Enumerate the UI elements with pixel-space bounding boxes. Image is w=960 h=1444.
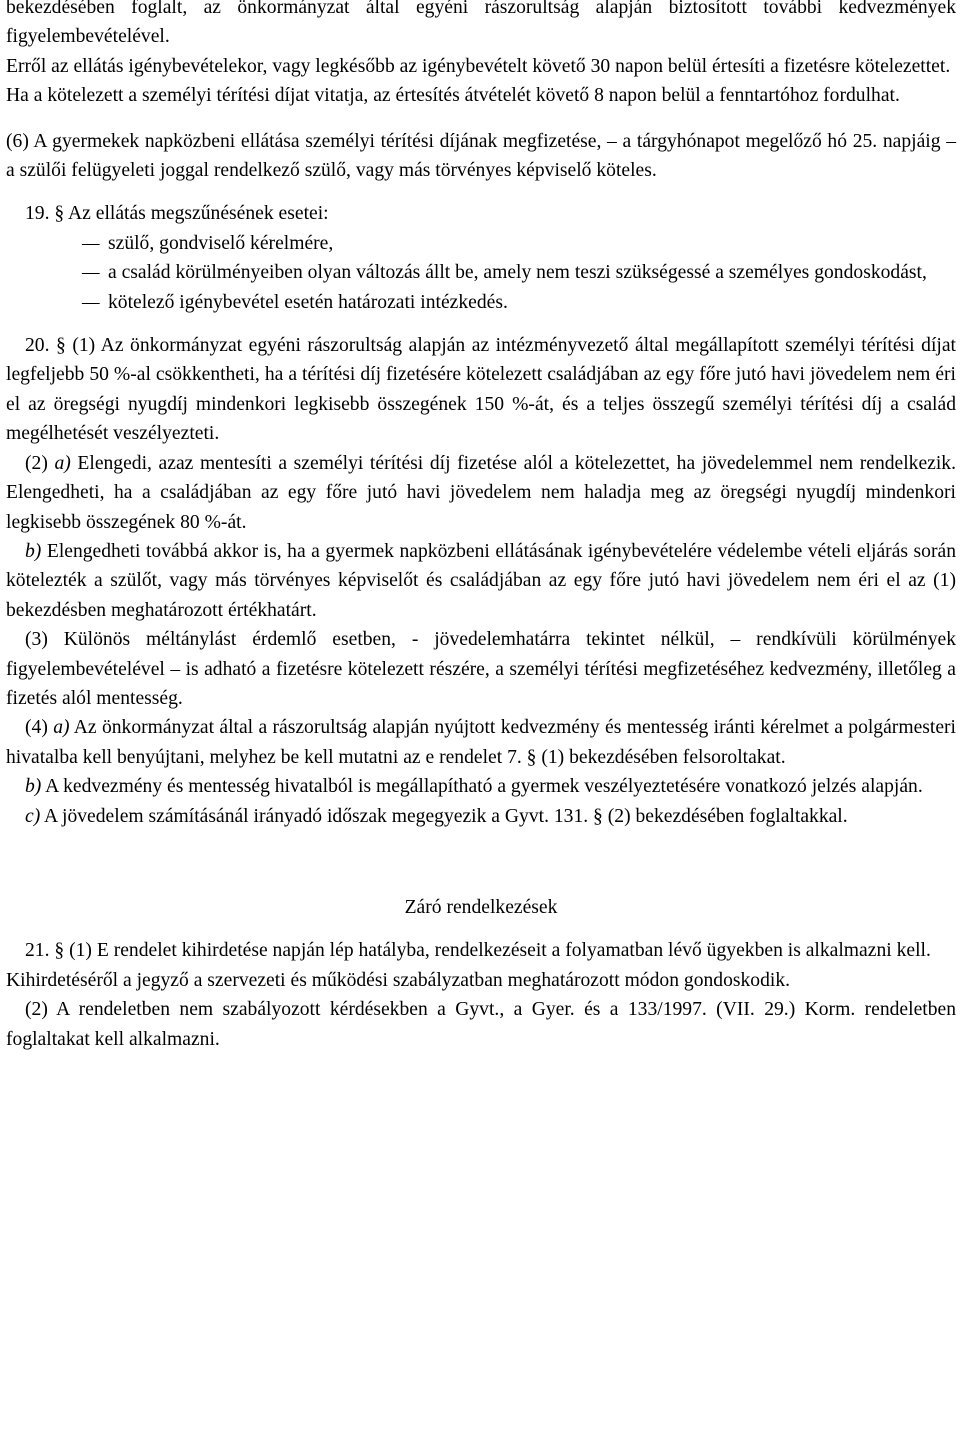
- paragraph-text: Az önkormányzat által a rászorultság alapján nyújtott kedvezmény és mentesség iránti kérelmet a polgármesteri hivatalba kell benyújtani, melyhez be kell mutatni az e rendelet 7. § (1) bekezdésében felsoroltakat.: [6, 717, 956, 768]
- section-20-4c: [6, 802, 956, 831]
- section-18-6: (6) A gyermekek napközbeni ellátása személyi térítési díjának megfizetése, – a tárgyhónapot megelőző hó 25. napjáig – a szülői felügyeleti joggal rendelkező szülő, vagy más törvényes képviselő köteles.: [6, 130, 956, 182]
- point-marker: b): [25, 776, 42, 798]
- point-marker: c): [25, 805, 41, 827]
- section-20-2b: [6, 537, 956, 625]
- point-marker: b): [25, 540, 42, 562]
- section-21-2: (2) A rendeletben nem szabályozott kérdésekben a Gyvt., a Gyer. és a 133/1997. (VII. 29.) Korm. rendeletben foglaltakat kell alkalmazni.: [6, 999, 956, 1050]
- notification-paragraph: Erről az ellátás igénybevételekor, vagy legkésőbb az igénybevételt követő 30 napon belül értesíti a fizetésre kötelezettet.: [6, 55, 951, 77]
- paragraph-text: Elengedi, azaz mentesíti a személyi térítési díj fizetése alól a kötelezettet, ha jövedelemmel nem rendelkezik. Elengedheti, ha a családjában az egy főre jutó havi jövedelem nem haladja meg az öregségi nyugdíj mindenkori legkisebb összegének 80 %-át.: [6, 452, 957, 533]
- section-19-list: [6, 229, 956, 317]
- paragraph-text: Elengedheti továbbá akkor is, ha a gyermek napközbeni ellátásának igénybevételére védelembe vételi eljárás során kötelezték a szülőt, vagy más törvényes képviselőt és családjában az egy főre jutó havi jövedelem nem éri el az (1) bekezdésben meghatározott értékhatárt.: [6, 540, 956, 621]
- paragraph-number: (4): [25, 717, 54, 739]
- closing-provisions-heading: Záró rendelkezések: [404, 896, 558, 918]
- section-19-intro: 19. § Az ellátás megszűnésének esetei:: [25, 203, 329, 225]
- dispute-paragraph: Ha a kötelezett a személyi térítési díjat vitatja, az értesítés átvételét követő 8 napon belül a fenntartóhoz fordulhat.: [6, 85, 900, 107]
- paragraph-text: A jövedelem számításánál irányadó időszak megegyezik a Gyvt. 131. § (2) bekezdésében foglaltakkal.: [40, 805, 848, 827]
- section-20-2a: [6, 449, 956, 537]
- point-marker: a): [54, 452, 71, 474]
- section-20-4b: [6, 772, 956, 801]
- paragraph-text: A kedvezmény és mentesség hivatalból is megállapítható a gyermek veszélyeztetésére vonatkozó jelzés alapján.: [41, 776, 923, 798]
- section-20-3: (3) Különös méltánylást érdemlő esetben, - jövedelemhatárra tekintet nélkül, – rendkívüli körülmények figyelembevételével – is adható a fizetésre kötelezett részére, a személyi térítési megfizetéséhez kedvezmény, illetőleg a fizetés alól mentesség.: [6, 629, 956, 709]
- carryover-paragraph: bekezdésében foglalt, az önkormányzat által egyéni rászorultság alapján biztosított további kedvezmények figyelembevételével.: [6, 0, 956, 48]
- list-item: –– szülő, gondviselő kérelmére,: [6, 229, 956, 258]
- list-item: –– kötelező igénybevétel esetén határozati intézkedés.: [6, 288, 956, 317]
- point-marker: a): [53, 717, 70, 739]
- section-20-4a: [6, 713, 956, 772]
- section-20-1: 20. § (1) Az önkormányzat egyéni rászorultság alapján az intézményvezető által megállapított személyi térítési díjat legfeljebb 50 %-al csökkentheti, ha a térítési díj fizetésére kötelezett családjában az egy főre jutó havi jövedelem nem éri el az öregségi nyugdíj mindenkori legkisebb összegének 150 %-át, és a teljes összegű személyi térítési díj a család megélhetését veszélyezteti.: [6, 335, 956, 445]
- document-page: [6, 0, 956, 1054]
- paragraph-number: (2): [25, 452, 55, 474]
- section-21-promulgation: Kihirdetéséről a jegyző a szervezeti és működési szabályzatban meghatározott módon gondoskodik.: [6, 969, 791, 991]
- list-item: –– a család körülményeiben olyan változás állt be, amely nem teszi szükségessé a személyes gondoskodást,: [6, 258, 956, 287]
- section-21-1: 21. § (1) E rendelet kihirdetése napján lép hatályba, rendelkezéseit a folyamatban lévő ügyekben is alkalmazni kell.: [25, 940, 931, 962]
